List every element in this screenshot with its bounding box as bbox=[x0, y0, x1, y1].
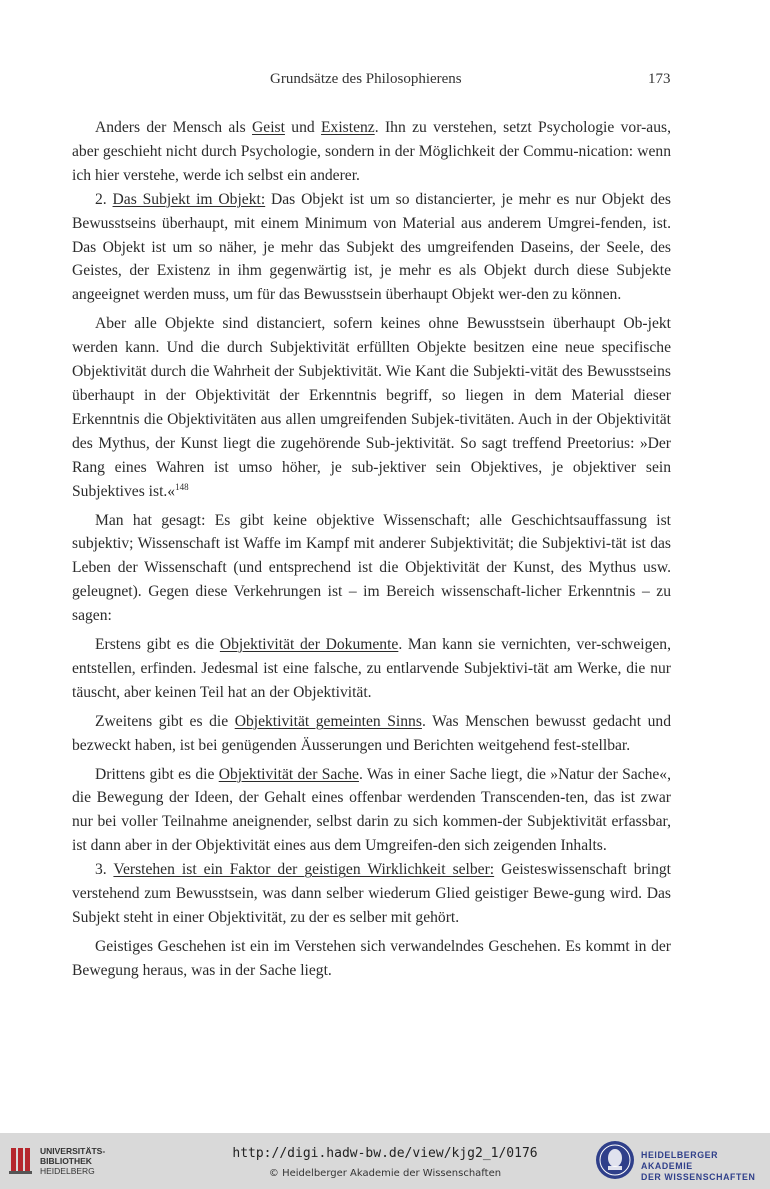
academy-label: HEIDELBERGER AKADEMIE DER WISSENSCHAFTEN bbox=[641, 1150, 756, 1182]
paragraph: Anders der Mensch als Geist und Existenz. Ihn zu verstehen, setzt Psychologie vor-aus, aber geschieht nicht durch Psychologie, sondern in der Möglichkeit der Commu-nication: wenn ich hier verstehe, werde ich selbst ein anderer. bbox=[72, 119, 671, 184]
footnote-ref: 148 bbox=[175, 481, 189, 492]
running-head: Grundsätze des Philosophierens bbox=[270, 71, 462, 87]
paragraph: Zweitens gibt es die Objektivität gemeinten Sinns. Was Menschen bewusst gedacht und bezweckt haben, ist bei genügenden Äusserungen und Berichten weitgehend fest-stellbar. bbox=[72, 712, 672, 754]
paragraph: Drittens gibt es die Objektivität der Sache. Was in einer Sache liegt, die »Natur der Sache«, die Bewegung der Ideen, der Gehalt eines offenbar werdenden Transcenden-ten, das ist zwar nur bei voller Teilnahme aneignender, selbst darin zu sich kommen-der Subjektivität erfassbar, ist dann aber in der Objektivität eines aus dem Umgreifen-den sich zeigenden Inhalts. bbox=[72, 765, 671, 855]
paragraph: Man hat gesagt: Es gibt keine objektive Wissenschaft; alle Geschichtsauffassung ist subjektiv; Wissenschaft ist Waffe im Kampf mit anderer Subjektivität; die Subjektivi-tät ist das Leben der Wissenschaft (und entsprechend ist die Objektivität der Kunst, des Mythus usw. geleugnet). Gegen diese Verkehrungen ist – im Bereich wissenschaft-licher Erkenntnis – zu sagen: bbox=[72, 511, 671, 625]
page-header bbox=[0, 71, 770, 91]
copyright-notice: © Heidelberger Akademie der Wissenschaften bbox=[268, 1168, 502, 1179]
paragraph: Aber alle Objekte sind distanciert, sofern keines ohne Bewusstsein überhaupt Ob-jekt werden kann. Und die durch Subjektivität erfüllten Objekte besitzen eine neue specifische Objektivität durch die Wahrheit der Subjektivität. Wie Kant die Subjekti-vität des Bewusstseins überhaupt in der Objektivität der Erkenntnis begriff, so liegen in dem Material dieser Erkenntnis die Objektivitäten aus allen umgreifenden Subjek-tivitäten. Auch in der Objektivität des Mythus, der Kunst liegt die zugehörende Sub-jektivität. So sagt treffend Preetorius: »Der Rang eines Wahren ist umso höher, je sub-jektiver sein Objektives, je objektiver sein Subjektives ist.«$^{148}$ bbox=[72, 315, 671, 500]
paragraph: 2. Das Subjekt im Objekt: Das Objekt ist um so distancierter, je mehr es nur Objekt des Bewusstseins überhaupt, mit einem Minimum von Material aus anderem Umgrei-fenden, ist. Das Objekt ist um so näher, je mehr das Subjekt des umgreifenden Daseins, der Seele, des Geistes, der Existenz in ihm gegenwärtig ist, je mehr es als Objekt durch diese Subjekte angeeignet werden muss, um für das Bewusstsein überhaupt Objekt wer-den zu können. bbox=[72, 190, 671, 304]
footer-bar bbox=[0, 1133, 770, 1189]
paragraph: 3. Verstehen ist ein Faktor der geistigen Wirklichkeit selber: Geisteswissenschaft bringt verstehend zum Bewusstsein, was dann selber wiederum Glied geistiger Bewe-gung wird. Das Subjekt steht in einer Objektivität, zu der es selber mit gehört. bbox=[72, 861, 671, 926]
source-url-link[interactable]: http://digi.hadw-bw.de/view/kjg2_1/0176 bbox=[232, 1146, 538, 1161]
ub-heidelberg-label: UNIVERSITÄTS- BIBLIOTHEK HEIDELBERG bbox=[40, 1146, 106, 1176]
heidelberg-academy-seal-icon bbox=[595, 1140, 635, 1180]
paragraph: Erstens gibt es die Objektivität der Dokumente. Man kann sie vernichten, ver-schweigen, entstellen, erfinden. Jedesmal ist eine falsche, zu entlarvende Subjektivi-tät am Werke, die nur täuscht, aber keinen Teil hat an der Objektivität. bbox=[72, 636, 671, 701]
paragraph: Geistiges Geschehen ist ein im Verstehen sich verwandelndes Geschehen. Es kommt in der Bewegung heraus, was in der Sache liegt. bbox=[72, 937, 671, 979]
page-number: 173 bbox=[648, 71, 671, 87]
body-text bbox=[72, 116, 671, 983]
